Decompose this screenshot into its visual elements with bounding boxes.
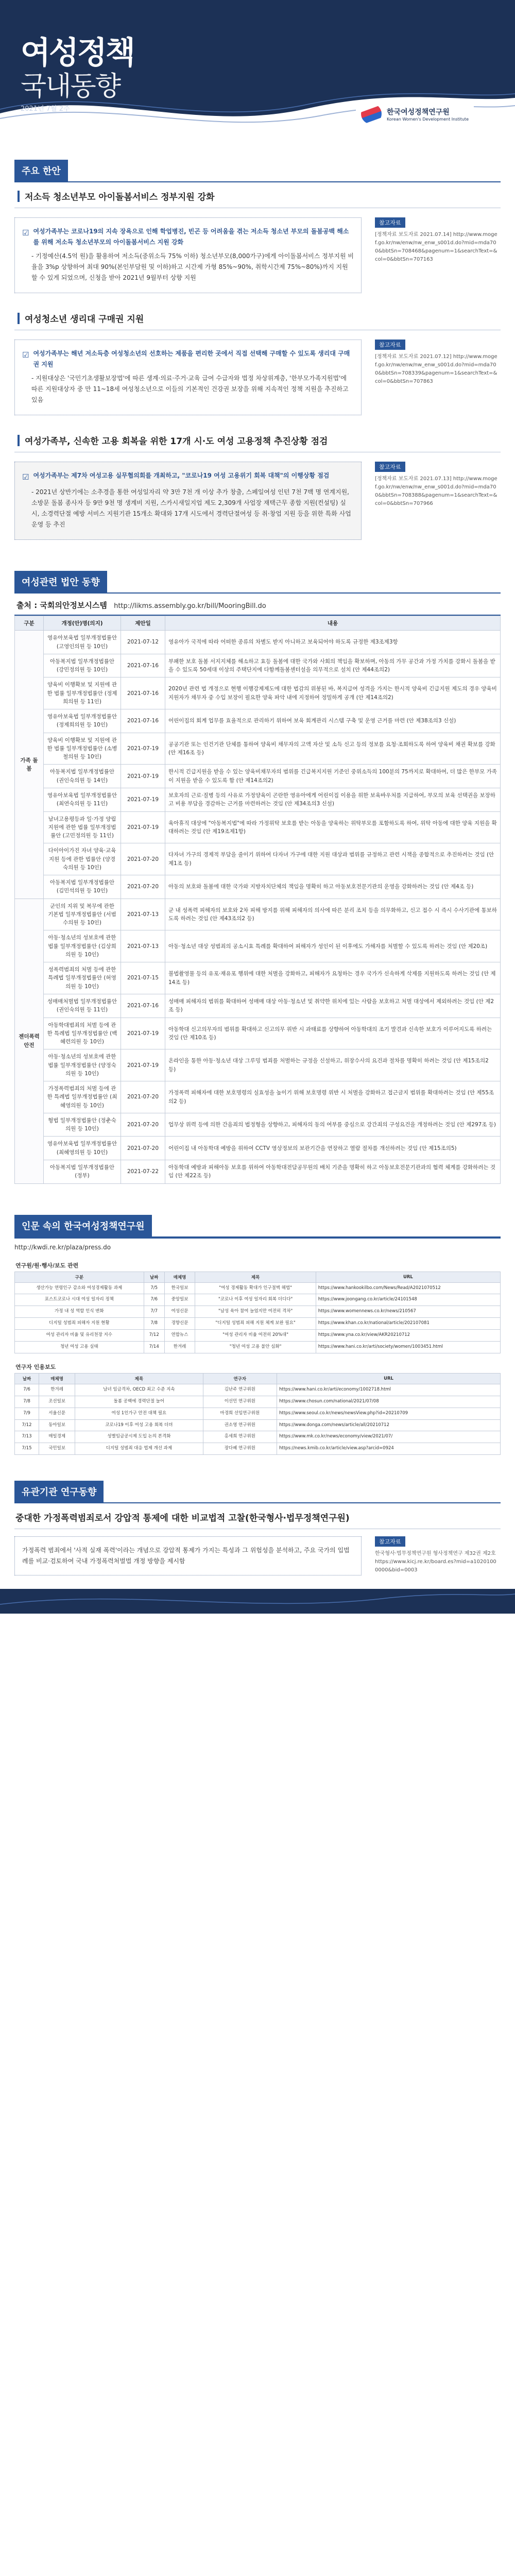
legislation-date: 2021-07-16 [121, 709, 165, 733]
legislation-row [15, 765, 501, 788]
legislation-content: 아동학대 예방과 피해아동 보호를 위하여 아동학대전담공무원의 배치 기준을 명확히 하고 아동보호전문기관과의 협력 체계를 강화하려는 것임 (안 제22조 등) [165, 1160, 501, 1184]
legislation-date: 2021-07-19 [121, 765, 165, 788]
reference-tag: 참고자료 [375, 340, 405, 350]
issue-bullet: - 2021년 상반기에는 소추경을 통한 여성일자리 약 3만 7천 개 이상 추가 창출, 스페일여성 인턴 7천 7백 명 연계지원, 소방문 돌봄 종사자 등 9만 9천 명 생계비 지원, 스카시새일지업 제도 2,309개 사업장 재택근무 종합 지원(컨설팅) 실시, 소경력단절 예방 서비스 지원기관 15개소 확대와 17개 시도에서 경력단절여성 등 취·창업 지원 등을 위한 특화 사업 운영 등 추진 [31, 488, 351, 529]
table-row [15, 1294, 501, 1306]
table-cell: 가정 내 성 역할 인식 변화 [15, 1306, 144, 1318]
legislation-date: 2021-07-12 [121, 631, 165, 654]
column-header: URL [316, 1272, 500, 1282]
legislation-date: 2021-07-13 [121, 930, 165, 962]
legislation-content: 어린이집의 회계 업무를 효율적으로 관리하기 위하여 보육 회계관리 시스템 구축 및 운영 근거를 마련 (안 제38조의3 신설) [165, 709, 501, 733]
legislation-date: 2021-07-19 [121, 733, 165, 765]
legislation-content: 불법촬영물 등의 유포·재유포 행위에 대한 처벌을 강화하고, 피해자가 요청하는 경우 국가가 신속하게 삭제를 지원하도록 하려는 것임 (안 제14조 등) [165, 962, 501, 994]
legislation-row [15, 811, 501, 843]
reference-link[interactable]: [정책자료 보도자료 2021.07.14] http://www.mogef.go.kr/nw/enw/nw_enw_s001d.do?mid=mda700&bbtSn=708468&pagenum=1&searchText=&col=0&bbtSn=707163 [375, 232, 497, 262]
legislation-name: 아동복지법 일부개정법률안 (김민석의원 등 10인) [44, 875, 121, 899]
table-cell: 국민일보 [39, 1443, 75, 1455]
research-title: 중대한 가정폭력범죄로서 강압적 통제에 대한 비교법적 고찰(한국형사·법무정책연구원) [15, 1513, 350, 1524]
article-link[interactable]: https://www.khan.co.kr/national/article/202107081 [316, 1318, 500, 1330]
column-header: 매체명 [39, 1373, 75, 1384]
main-issues-title: 주요 한안 [14, 160, 68, 181]
legislation-row [15, 654, 501, 677]
legislation-title: 여성관련 법안 동향 [14, 571, 107, 592]
column-header: 제목 [195, 1272, 316, 1282]
article-link[interactable]: https://www.seoul.co.kr/news/newsView.php?id=20210709 [277, 1408, 501, 1419]
legislation-source-url[interactable]: http://likms.assembly.go.kr/bill/MooringBill.do [114, 602, 266, 611]
researcher-citation-table [14, 1373, 501, 1455]
column-header: 매체명 [164, 1272, 195, 1282]
table-row [15, 1396, 501, 1408]
table-cell: 홍세희 연구위원 [203, 1431, 277, 1443]
legislation-row [15, 1113, 501, 1137]
legislation-date: 2021-07-15 [121, 962, 165, 994]
legislation-date: 2021-07-20 [121, 875, 165, 899]
table-cell: 성별임금공시제 도입 논의 본격화 [75, 1431, 203, 1443]
table-cell: "디지털 성범죄 피해 지원 체계 보완 필요" [195, 1318, 316, 1330]
table-cell: "여성 관리자 비율 여전히 20%대" [195, 1330, 316, 1342]
legislation-content: 가정폭력 피해자에 대한 보호명령의 실효성을 높이기 위해 보호명령 위반 시 처벌을 강화하고 접근금지 범위를 확대하려는 것임 (안 제55조의2 등) [165, 1081, 501, 1113]
legislation-content: 한시적 긴급지원을 받을 수 있는 양육비채무자의 범위를 긴급복지지원 기준인 중위소득의 100분의 75까지로 확대하여, 더 많은 한부모 가족이 지원을 받을 수 있도록 함 (안 제14조의2) [165, 765, 501, 788]
issue-summary-box [14, 340, 362, 415]
table-row [15, 1330, 501, 1342]
column-header: 날짜 [15, 1373, 39, 1384]
issue-bullet: - 기정예산(4.5억 원)을 활용하여 저소득(중위소득 75% 이하) 청소년부모(8,000가구)에게 아이돌봄서비스 정부지원 비율을 3%p 상향하여 최대 90%(본인부담원 및 이하)하고 시간제 가형 85%~90%, 취학시간제 75%~80%)까지 지원할 수 있게 되었으며, 신청을 받아 2021년 9월부터 상향 지원 [31, 252, 354, 281]
column-header: 제안일 [121, 616, 165, 631]
table-cell: 7/8 [144, 1318, 164, 1330]
institute-news-section [14, 1215, 501, 1455]
table-row [15, 1431, 501, 1443]
table1-title: 연구원/원·행사/보도 관련 [15, 1262, 79, 1269]
legislation-name: 형법 일부개정법률안 (정춘숙의원 등 10인) [44, 1113, 121, 1137]
legislation-row [15, 1018, 501, 1049]
legislation-row [15, 709, 501, 733]
table-row [15, 1384, 501, 1396]
report-title-line2: 국내동향 [21, 71, 120, 102]
article-link[interactable]: https://www.yna.co.kr/view/AKR20210712 [316, 1330, 500, 1342]
legislation-row [15, 631, 501, 654]
issue-lead: 여성가족부는 제7차 여성고용 실무협의회를 개최하고, "코로나19 여성 고용위기 회복 대책"의 이행상황 점검 [33, 472, 330, 479]
table-cell: 한겨레 [39, 1384, 75, 1396]
institute-news-url[interactable]: http://kwdi.re.kr/plaza/press.do [14, 1238, 501, 1257]
table-cell: 7/6 [144, 1294, 164, 1306]
legislation-row [15, 1137, 501, 1160]
legislation-name: 다이아이가진 자녀 양육·교육 지원 등에 관한 법률안 (양경숙의원 등 10인) [44, 843, 121, 875]
table-cell: 조선일보 [39, 1396, 75, 1408]
report-title-line1: 여성정책 [21, 35, 134, 71]
legislation-content: 온라인을 통한 아동·청소년 대상 그루밍 범죄를 처벌하는 규정을 신설하고, 위장수사의 요건과 절차를 명확히 하려는 것임 (안 제15조의2 등) [165, 1049, 501, 1081]
legislation-content: 보호자의 근로·질병 등의 사유로 가정양육이 곤란한 영유아에게 어린이집 이용을 위한 보육바우처를 지급하여, 부모의 보육 선택권을 보장하고 비용 부담을 경감하는 근거를 마련하려는 것임 (안 제34조의3 신설) [165, 788, 501, 811]
issue-lead: 여성가족부는 코로나19의 지속 장욕으로 인해 학업병진, 빈곤 등 어려움을 겪는 저소득 청소년 부모의 돌봄공백 해소를 위해 저소득 청소년부모의 아이돌봄서비스 지원 강화 [33, 228, 349, 246]
column-header: 구분 [15, 1272, 144, 1282]
table-cell: 장다혜 연구위원 [203, 1443, 277, 1455]
main-issues-section [14, 160, 501, 540]
issue-topic-title: 저소득 청소년부모 아이돌봄서비스 정부지원 강화 [25, 192, 215, 202]
column-header: URL [277, 1373, 501, 1384]
legislation-date: 2021-07-22 [121, 1160, 165, 1184]
table-cell: 한국일보 [164, 1282, 195, 1294]
issue-topic [14, 182, 501, 293]
table-cell: 김난주 연구위원 [203, 1384, 277, 1396]
column-header: 개정(안)명(의지) [44, 616, 121, 631]
reference-link[interactable]: 한국형사·법무정책연구원 형사정책연구 제32권 제2호 https://www.kicj.re.kr/board.es?mid=a10201000000&bid=0003 [375, 1551, 496, 1573]
legislation-row [15, 1160, 501, 1184]
legislation-name: 성매매처벌법 일부개정법률안 (권인숙의원 등 11인) [44, 994, 121, 1018]
table-cell: 포스트코로나 시대 여성 일자리 정책 [15, 1294, 144, 1306]
table-cell: 7/12 [15, 1419, 39, 1431]
table-cell: 이선민 연구위원 [203, 1396, 277, 1408]
legislation-row [15, 875, 501, 899]
legislation-row [15, 899, 501, 930]
table-cell: "코로나 이후 여성 일자리 회복 더디다" [195, 1294, 316, 1306]
column-header: 구분 [15, 616, 44, 631]
legislation-date: 2021-07-16 [121, 677, 165, 709]
issue-topic [14, 427, 501, 540]
research-summary: 가정폭력 범죄에서 '사적 실재 폭력'이라는 개념으로 강압적 통제가 가지는 특성과 그 위험성을 분석하고, 주요 국가의 입법례를 비교·검토하여 국내 가정폭력처벌법 개정 방향을 제시함 [22, 1547, 350, 1565]
column-header: 연구자 [203, 1373, 277, 1384]
page-footer [0, 1589, 515, 1614]
legislation-content: 어린이집 내 아동학대 예방을 위하여 CCTV 영상정보의 보관기간을 연장하고 열람 절차를 개선하려는 것임 (안 제15조의5) [165, 1137, 501, 1160]
table-row [15, 1408, 501, 1419]
table-row [15, 1443, 501, 1455]
issue-summary-box [14, 462, 362, 540]
article-link[interactable]: https://news.kmib.co.kr/article/view.asp?arcid=0924 [277, 1443, 501, 1455]
legislation-name: 남녀고용평등과 일·가정 양립 지원에 관한 법률 일부개정법률안 (고민정의원 등 11인) [44, 811, 121, 843]
table-cell: 마경희 선임연구위원 [203, 1408, 277, 1419]
table-cell: 7/9 [15, 1408, 39, 1419]
article-link[interactable]: https://www.mk.co.kr/news/economy/view/2021/07/ [277, 1431, 501, 1443]
report-header [0, 0, 515, 139]
table-cell: 여성신문 [164, 1306, 195, 1318]
table-row [15, 1282, 501, 1294]
legislation-name: 영유아보육법 일부개정법률안 (고영인의원 등 10인) [44, 631, 121, 654]
legislation-source-label: 출처 : 국회의안정보시스템 [16, 601, 107, 611]
legislation-name: 영유아보육법 일부개정법률안 (최연숙의원 등 11인) [44, 788, 121, 811]
legislation-date: 2021-07-20 [121, 1113, 165, 1137]
table-cell: 생산가능 연령인구 감소와 여성경제활동 과제 [15, 1282, 144, 1294]
table-cell: 매일경제 [39, 1431, 75, 1443]
legislation-content: 영유아가 국적에 따라 어떠한 종류의 차별도 받지 아니하고 보육되어야 하도록 규정한 제3조제3항 [165, 631, 501, 654]
legislation-name: 영유아보육법 일부개정법률안 (최혜영의원 등 10인) [44, 1137, 121, 1160]
article-link[interactable]: https://www.chosun.com/national/2021/07/08 [277, 1396, 501, 1408]
legislation-name: 아동·청소년의 성보호에 관한 법률 일부개정법률안 (양정숙의원 등 10인) [44, 1049, 121, 1081]
table-cell: 여성 관리자 비율 및 유리천장 지수 [15, 1330, 144, 1342]
legislation-date: 2021-07-20 [121, 1137, 165, 1160]
table-cell: 코로나19 이후 여성 고용 회복 더뎌 [75, 1419, 203, 1431]
column-header: 날짜 [144, 1272, 164, 1282]
table-cell: 디지털 성범죄 대응 법제 개선 과제 [75, 1443, 203, 1455]
legislation-name: 양육비 이행확보 및 지원에 관한 법률 일부개정법률안 (소병철의원 등 10인) [44, 733, 121, 765]
legislation-row [15, 1081, 501, 1113]
legislation-name: 양육비 이행확보 및 지원에 관한 법률 일부개정법률안 (정제희의원 등 11인) [44, 677, 121, 709]
legislation-content: 군 내 성폭력 피해자의 보호와 2차 피해 방지를 위해 피해자의 의사에 따른 분리 조치 등을 의무화하고, 신고 접수 시 즉시 수사기관에 통보하도록 하려는 것임 (안 제43조의2 등) [165, 899, 501, 930]
legislation-table [14, 616, 501, 1183]
legislation-name: 아동복지법 일부개정법률안 (권인숙의원 등 14인) [44, 765, 121, 788]
table-cell: 서울신문 [39, 1408, 75, 1419]
article-link[interactable]: https://www.hankookilbo.com/News/Read/A2021070512 [316, 1282, 500, 1294]
legislation-date: 2021-07-19 [121, 1018, 165, 1049]
legislation-name: 아동복지법 일부개정법률안 (정부) [44, 1160, 121, 1184]
column-header: 제목 [75, 1373, 203, 1384]
logo-subtitle: Korean Women's Development Institute [387, 116, 469, 122]
legislation-content: 아동·청소년 대상 성범죄의 공소시효 특례를 확대하여 피해자가 성인이 된 이후에도 가해자를 처벌할 수 있도록 하려는 것임 (안 제20조) [165, 930, 501, 962]
legislation-name: 군인의 지위 및 복무에 관한 기본법 일부개정법률안 (서범수의원 등 10인) [44, 899, 121, 930]
table-cell: 한겨레 [164, 1341, 195, 1353]
table-cell: 동아일보 [39, 1419, 75, 1431]
article-link[interactable]: https://www.joongang.co.kr/article/24101548 [316, 1294, 500, 1306]
issue-topic-title: 여성청소년 생리대 구매권 지원 [25, 314, 144, 325]
legislation-name: 성폭력범죄의 처벌 등에 관한 특례법 일부개정법률안 (허영의원 등 10인) [44, 962, 121, 994]
legislation-row [15, 733, 501, 765]
legislation-row [15, 843, 501, 875]
kwdi-logo [356, 100, 474, 127]
table-row [15, 1341, 501, 1353]
institute-events-table [14, 1272, 501, 1353]
legislation-content: 공공기관 또는 인건기관 단체를 통하여 양육비 채무자의 고액 자산 및 소득 신고 등의 정보를 요청·조회하도록 하여 양육비 채권 확보를 강화 (안 제16조 등) [165, 733, 501, 765]
kwdi-logo-mark-icon [361, 104, 382, 124]
table-cell: 권소영 연구위원 [203, 1419, 277, 1431]
checkmark-icon: ☑ [22, 350, 29, 360]
article-link[interactable]: https://www.hani.co.kr/arti/society/women/1003451.html [316, 1341, 500, 1353]
reference-link[interactable]: [정책자료 보도자료 2021.07.13] http://www.mogef.go.kr/nw/enw/nw_enw_s001d.do?mid=mda700&bbtSn=708388&pagenum=1&searchText=&col=0&bbtSn=707966 [375, 476, 497, 506]
issue-lead: 여성가족부는 해년 저소득층 여성청소년의 선호하는 제품을 편리한 곳에서 직접 선택해 구매할 수 있도록 생리대 구매권 지원 [33, 350, 350, 368]
legislation-content: 성매매 피해자의 범위를 확대하여 성매매 대상 아동·청소년 및 취약한 위치에 있는 사람을 보호하고 처벌 대상에서 제외하려는 것임 (안 제2조 등) [165, 994, 501, 1018]
legislation-row [15, 1049, 501, 1081]
legislation-row [15, 930, 501, 962]
table-cell: 여성 1인가구 안전 대책 필요 [75, 1408, 203, 1419]
legislation-date: 2021-07-20 [121, 1081, 165, 1113]
table-cell: 디지털 성범죄 피해자 지원 현황 [15, 1318, 144, 1330]
related-research-section [14, 1481, 501, 1575]
table-cell: "여성 경제활동 확대가 인구절벽 해법" [195, 1282, 316, 1294]
logo-name: 한국여성정책연구원 [387, 108, 450, 116]
checkmark-icon: ☑ [22, 472, 29, 482]
table-row [15, 1419, 501, 1431]
legislation-name: 아동학대범죄의 처벌 등에 관한 특례법 일부개정법률안 (백혜련의원 등 10인) [44, 1018, 121, 1049]
legislation-row [15, 788, 501, 811]
legislation-section [14, 571, 501, 1183]
table-cell: 7/14 [144, 1341, 164, 1353]
reference-tag: 참고자료 [375, 462, 405, 472]
issue-topic [14, 304, 501, 415]
legislation-content: 육아휴직 대상에 "아동복지법"에 따라 가정위탁 보호를 받는 아동을 양육하는 위탁부모를 포함하도록 하여, 위탁 아동에 대한 양육 지원을 확대하려는 것임 (안 제19조제1항) [165, 811, 501, 843]
table-cell: 청년 여성 고용 실태 [15, 1341, 144, 1353]
issue-bullet: - 지원대상은 '국민기초생활보장법'에 따른 생계·의료·주거·교육 급여 수급자와 법정 차상위계층, '한부모가족지원법'에 따른 지원대상자 중 만 11~18세 여성청소년으로 이들의 기본적인 건강권 보장을 위해 지속적인 정책 지원을 추진하고 있음 [31, 375, 349, 403]
legislation-date: 2021-07-19 [121, 788, 165, 811]
legislation-date: 2021-07-20 [121, 843, 165, 875]
table-cell: 7/13 [15, 1431, 39, 1443]
table-cell: 7/12 [144, 1330, 164, 1342]
legislation-content: 아동의 보호와 돌봄에 대한 국가와 지방자치단체의 책임을 명확히 하고 아동보호전문기관의 운영을 강화하려는 것임 (안 제4조 등) [165, 875, 501, 899]
reference-tag: 참고자료 [375, 1536, 405, 1547]
legislation-date: 2021-07-16 [121, 994, 165, 1018]
legislation-date: 2021-07-19 [121, 1049, 165, 1081]
table-row [15, 1306, 501, 1318]
legislation-row [15, 677, 501, 709]
research-summary-box [14, 1536, 362, 1575]
legislation-content: 업무상 위력 등에 의한 간음죄의 법정형을 상향하고, 피해자의 동의 여부를 중심으로 강간죄의 구성요건을 개정하려는 것임 (안 제297조 등) [165, 1113, 501, 1137]
legislation-date: 2021-07-19 [121, 811, 165, 843]
issue-date: 2021년 7월 2주 [21, 105, 70, 113]
table-cell: 연합뉴스 [164, 1330, 195, 1342]
article-link[interactable]: https://www.womennews.co.kr/news/210567 [316, 1306, 500, 1318]
legislation-category: 젠더폭력 안전 [15, 899, 44, 1183]
article-link[interactable]: https://www.donga.com/news/article/all/20210712 [277, 1419, 501, 1431]
article-link[interactable]: https://www.hani.co.kr/arti/economy/1002718.html [277, 1384, 501, 1396]
table-cell: "남성 육아 참여 늘었지만 여전히 격차" [195, 1306, 316, 1318]
table-cell: 중앙일보 [164, 1294, 195, 1306]
reference-tag: 참고자료 [375, 217, 405, 228]
legislation-content: 2020년 관련 법 개정으로 현행 이행강제제도에 대한 법감의 위봉된 바, 복지급여 성격을 가지는 한시적 양육비 긴급지원 제도의 경우 양육비 지원자가 채무자 중 수입 보장이 필요한 양육 파악 내에 지정하여 정밀하게 공개 (안 제14조의2) [165, 677, 501, 709]
table-cell: 7/5 [144, 1282, 164, 1294]
table-cell: 남녀 임금격차, OECD 최고 수준 지속 [75, 1384, 203, 1396]
table-cell: 돌봄 공백에 경력단절 늘어 [75, 1396, 203, 1408]
table-cell: 7/15 [15, 1443, 39, 1455]
legislation-row [15, 994, 501, 1018]
legislation-content: 다자녀 가구의 경제적 부담을 줄이기 위하여 다자녀 가구에 대한 지원 대상과 범위를 규정하고 관련 시책을 종합적으로 추진하려는 것임 (안 제1조 등) [165, 843, 501, 875]
reference-link[interactable]: [정책자료 보도자료 2021.07.12] http://www.mogef.go.kr/nw/enw/nw_enw_s001d.do?mid=mda700&bbtSn=708339&pagenum=1&searchText=&col=0&bbtSn=707863 [375, 354, 497, 384]
related-research-title: 유관기관 연구동향 [14, 1481, 104, 1502]
table2-title: 연구자 인용보도 [15, 1363, 56, 1370]
legislation-source [14, 594, 501, 616]
legislation-date: 2021-07-16 [121, 654, 165, 677]
issue-topic-title: 여성가족부, 신속한 고용 회복을 위한 17개 시·도 여성 고용정책 추진상황 점검 [25, 436, 328, 447]
footer-wave-decoration [0, 1589, 515, 1614]
legislation-name: 가정폭력범죄의 처벌 등에 관한 특례법 일부개정법률안 (최혜영의원 등 10인) [44, 1081, 121, 1113]
legislation-date: 2021-07-13 [121, 899, 165, 930]
table-cell: 경향신문 [164, 1318, 195, 1330]
legislation-name: 아동복지법 일부개정법률안 (강민정의원 등 10인) [44, 654, 121, 677]
legislation-name: 영유아보육법 일부개정법률안 (정제희의원 등 10인) [44, 709, 121, 733]
legislation-row [15, 962, 501, 994]
table-cell: 7/8 [15, 1396, 39, 1408]
legislation-category: 가족 돌봄 [15, 631, 44, 899]
table-cell: "청년 여성 고용 불안 심화" [195, 1341, 316, 1353]
table-cell: 7/7 [144, 1306, 164, 1318]
legislation-content: 부패한 보호 돌봄 서지지체를 해소하고 효등 돌봄에 대한 국가와 사회의 책임을 확보하며, 아동의 가무 공간과 가정 가치를 강화시 돌봄을 받을 수 있도록 50세대 이상의 주택단지에 다함께돌봄센터설을 의무적으로 설치 (안 제44조의2) [165, 654, 501, 677]
institute-news-title: 인문 속의 한국여성정책연구원 [14, 1215, 152, 1236]
column-header: 내용 [165, 616, 501, 631]
issue-summary-box [14, 217, 362, 293]
table-row [15, 1318, 501, 1330]
legislation-content: 아동학대 신고의무자의 범위를 확대하고 신고의무 위반 시 과태료를 상향하여 아동학대의 조기 발견과 신속한 보호가 이루어지도록 하려는 것임 (안 제10조 등) [165, 1018, 501, 1049]
legislation-name: 아동·청소년의 성보호에 관한 법률 일부개정법률안 (김상희의원 등 10인) [44, 930, 121, 962]
table-cell: 7/6 [15, 1384, 39, 1396]
checkmark-icon: ☑ [22, 228, 29, 238]
